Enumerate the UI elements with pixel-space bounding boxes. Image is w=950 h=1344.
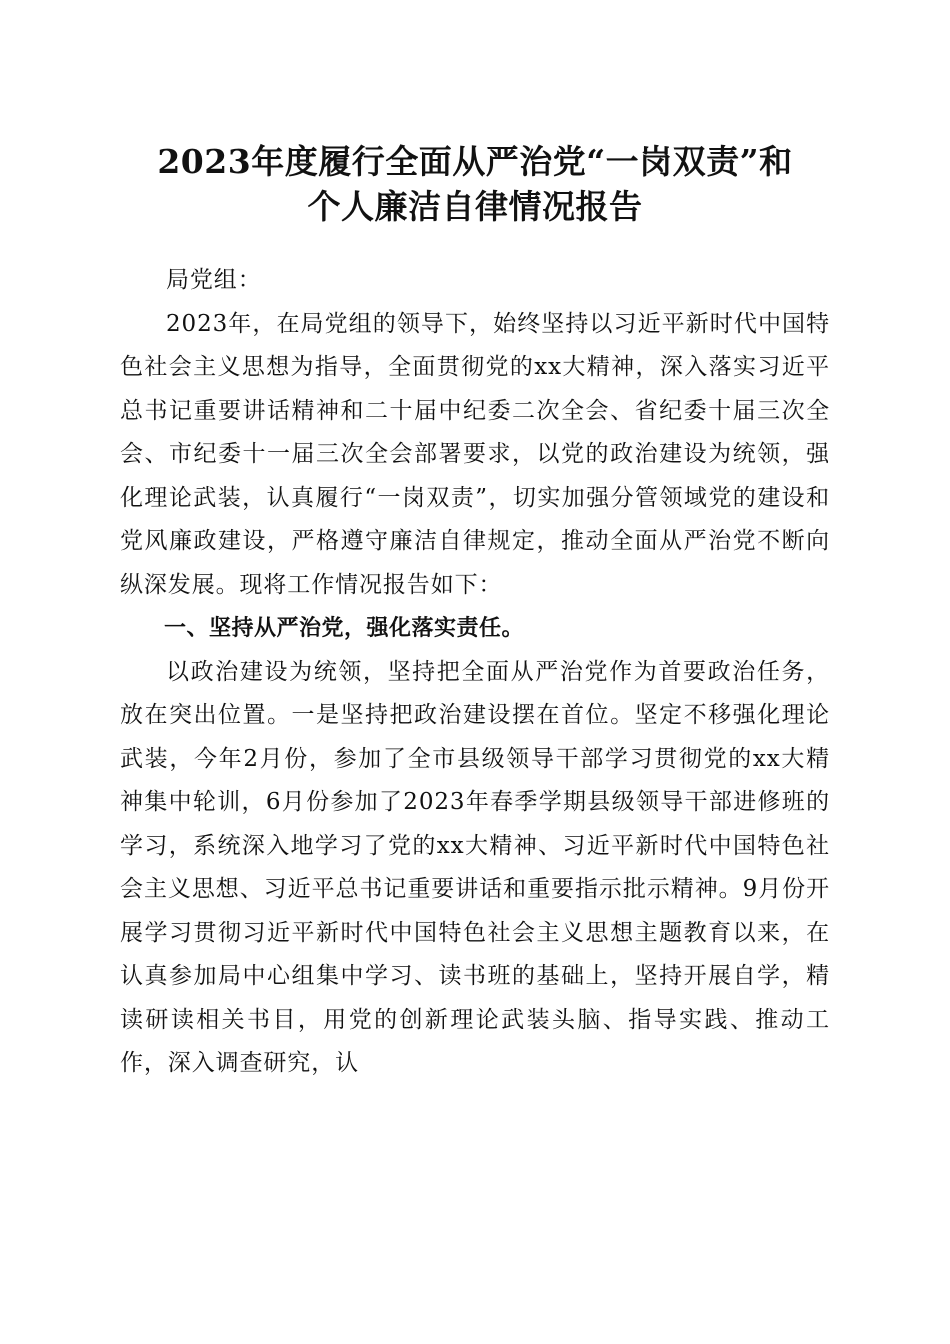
salutation: 局党组： xyxy=(166,267,262,293)
document-title-line1: 2023年度履行全面从严治党“一岗双责”和 xyxy=(157,142,793,181)
document-body xyxy=(120,259,830,1086)
document-title-line2: 个人廉洁自律情况报告 xyxy=(307,187,643,226)
paragraph-intro: 2023年，在局党组的领导下，始终坚持以习近平新时代中国特色社会主义思想为指导，全面贯彻党的xx大精神，深入落实习近平总书记重要讲话精神和二十届中纪委二次全会、省纪委十届三次全会、市纪委十一届三次全会部署要求，以党的政治建设为统领，强化理论武装，认真履行“一岗双责”，切实加强分管领域党的建设和党风廉政建设，严格遵守廉洁自律规定，推动全面从严治党不断向纵深发展。现将工作情况报告如下： xyxy=(120,310,830,598)
section-heading-1: 一、坚持从严治党，强化落实责任。 xyxy=(164,616,525,641)
paragraph-section-1: 以政治建设为统领，坚持把全面从严治党作为首要政治任务，放在突出位置。一是坚持把政治建设摆在首位。坚定不移强化理论武装，今年2月份，参加了全市县级领导干部学习贯彻党的xx大精神集中轮训，6月份参加了2023年春季学期县级领导干部进修班的学习，系统深入地学习了党的xx大精神、习近平新时代中国特色社会主义思想、习近平总书记重要讲话和重要指示批示精神。9月份开展学习贯彻习近平新时代中国特色社会主义思想主题教育以来，在认真参加局中心组集中学习、读书班的基础上，坚持开展自学，精读研读相关书目，用党的创新理论武装头脑、指导实践、推动工作，深入调查研究，认 xyxy=(120,658,830,1076)
